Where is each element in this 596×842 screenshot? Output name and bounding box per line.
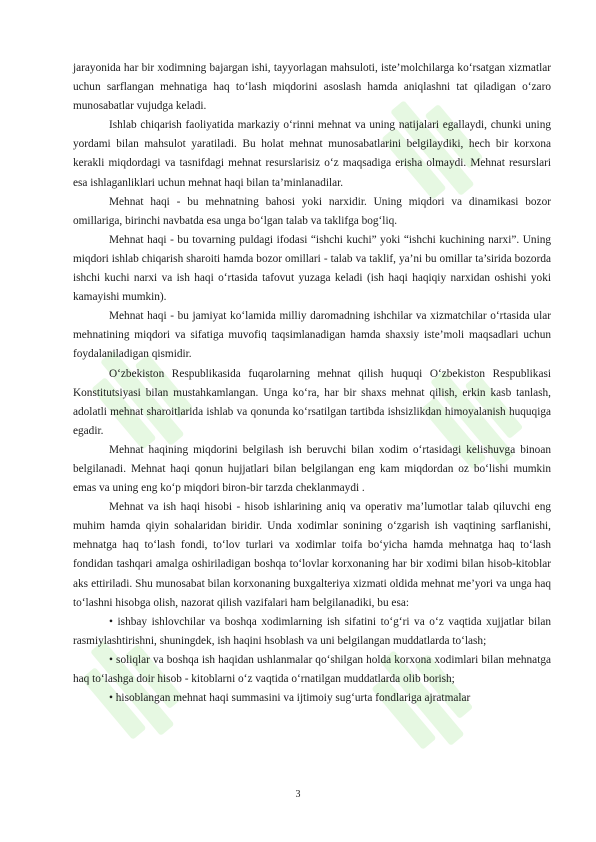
page-number: 3 <box>295 789 301 800</box>
paragraph: Ishlab chiqarish faoliyatida markaziy o‘rinni mehnat va uning natijalari egallaydi, chunki uning yordami bilan mahsulot yaratiladi. Bu holat mehnat munosabatlarini belgilaydiki, hech bir korxona kerakli miqdordagi va tasnifdagi mehnat resurslarisiz o‘z maqsadiga erisha olmaydi. Mehnat resurslari esa ishlaganliklari uchun mehnat haqi bilan ta’minlanadilar. <box>73 119 551 189</box>
bullet-item: • hisoblangan mehnat haqi summasini va ijtimoiy sug‘urta fondlariga ajratmalar <box>109 692 471 705</box>
paragraph: Mehnat va ish haqi hisobi - hisob ishlarining aniq va operativ ma’lumotlar talab qiluvchi eng muhim hamda qiyin sohalaridan biridir. Unda xodimlar sonining o‘zgarish ish vaqtining sarflanishi, mehnatga haq to‘lash fondi, to‘lov turlari va xodimlar toifa bo‘yicha hamda mehnatga haq to‘lash fondidan tashqari amalga oshiriladigan boshqa to‘lovlar korxonaning har bir xodimi bilan hisob-kitoblar aks ettiriladi. Shu munosabat bilan korxonaning buxgalteriya xizmati oldida mehnat me’yori va unga haq to‘lashni hisobga olish, nazorat qilish vazifalari ham belgilanadiki, bu esa: <box>73 501 551 609</box>
paragraph: Mehnat haqi - bu tovarning puldagi ifodasi “ishchi kuchi” yoki “ishchi kuchining narxi”. Uning miqdori ishlab chiqarish sharoiti hamda bozor omillari - talab va taklif, ya’ni bu omillar ta’sirida bozorda ishchi kuchi narxi va ish haqi o‘rtasida tafovut yuzaga keladi (ish haqi haqiqiy narxidan oshishi yoki kamayishi mumkin). <box>73 233 551 304</box>
paragraph: Mehnat haqi - bu jamiyat ko‘lamida milliy daromadning ishchilar va xizmatchilar o‘rtasida ular mehnatining miqdori va sifatiga muvofiq taqsimlanadigan hamda shaxsiy iste’moli maqsadlari uchun foydalaniladigan qismidir. <box>73 310 551 361</box>
bullet-item: • soliqlar va boshqa ish haqidan ushlanmalar qo‘shilgan holda korxona xodimlari bilan mehnatga haq to‘lashga doir hisob - kitoblarni o‘z vaqtida o‘rnatilgan muddatlarda olib borish; <box>73 653 551 685</box>
paragraph: jarayonida har bir xodimning bajargan ishi, tayyorlagan mahsuloti, iste’molchilarga ko‘rsatgan xizmatlar uchun sarflangan mehnatiga haq to‘lash miqdorini asoslash hamda aniqlashni tat qiladigan o‘zaro munosabatlar vujudga keladi. <box>73 62 551 113</box>
paragraph: Mehnat haqining miqdorini belgilash ish beruvchi bilan xodim o‘rtasidagi kelishuvga binoan belgilanadi. Mehnat haqi qonun hujjatlari bilan belgilangan eng kam miqdordan oz bo‘lishi mumkin emas va uning eng ko‘p miqdori biron-bir tarzda cheklanmaydi . <box>73 443 551 495</box>
document-body <box>73 59 551 708</box>
paragraph: Mehnat haqi - bu mehnatning bahosi yoki narxidir. Uning miqdori va dinamikasi bozor omillariga, birinchi navbatda esa unga bo‘lgan talab va taklifga bog‘liq. <box>73 195 551 227</box>
paragraph: O‘zbekiston Respublikasida fuqarolarning mehnat qilish huquqi O‘zbekiston Respublikasi Konstitutsiyasi bilan mustahkamlangan. Unga ko‘ra, har bir shaxs mehnat qilish, erkin kasb tanlash, adolatli mehnat sharoitlarida ishlab va qonunda ko‘rsatilgan tartibda ishsizlikdan himoyalanish huquqiga egadir. <box>73 367 551 437</box>
bullet-item: • ishbay ishlovchilar va boshqa xodimlarning ish sifatini to‘g‘ri va o‘z vaqtida xujjatlar bilan rasmiylashtirishni, shuningdek, ish haqini hsoblash va uni belgilangan muddatlarda to‘lash; <box>73 615 551 647</box>
